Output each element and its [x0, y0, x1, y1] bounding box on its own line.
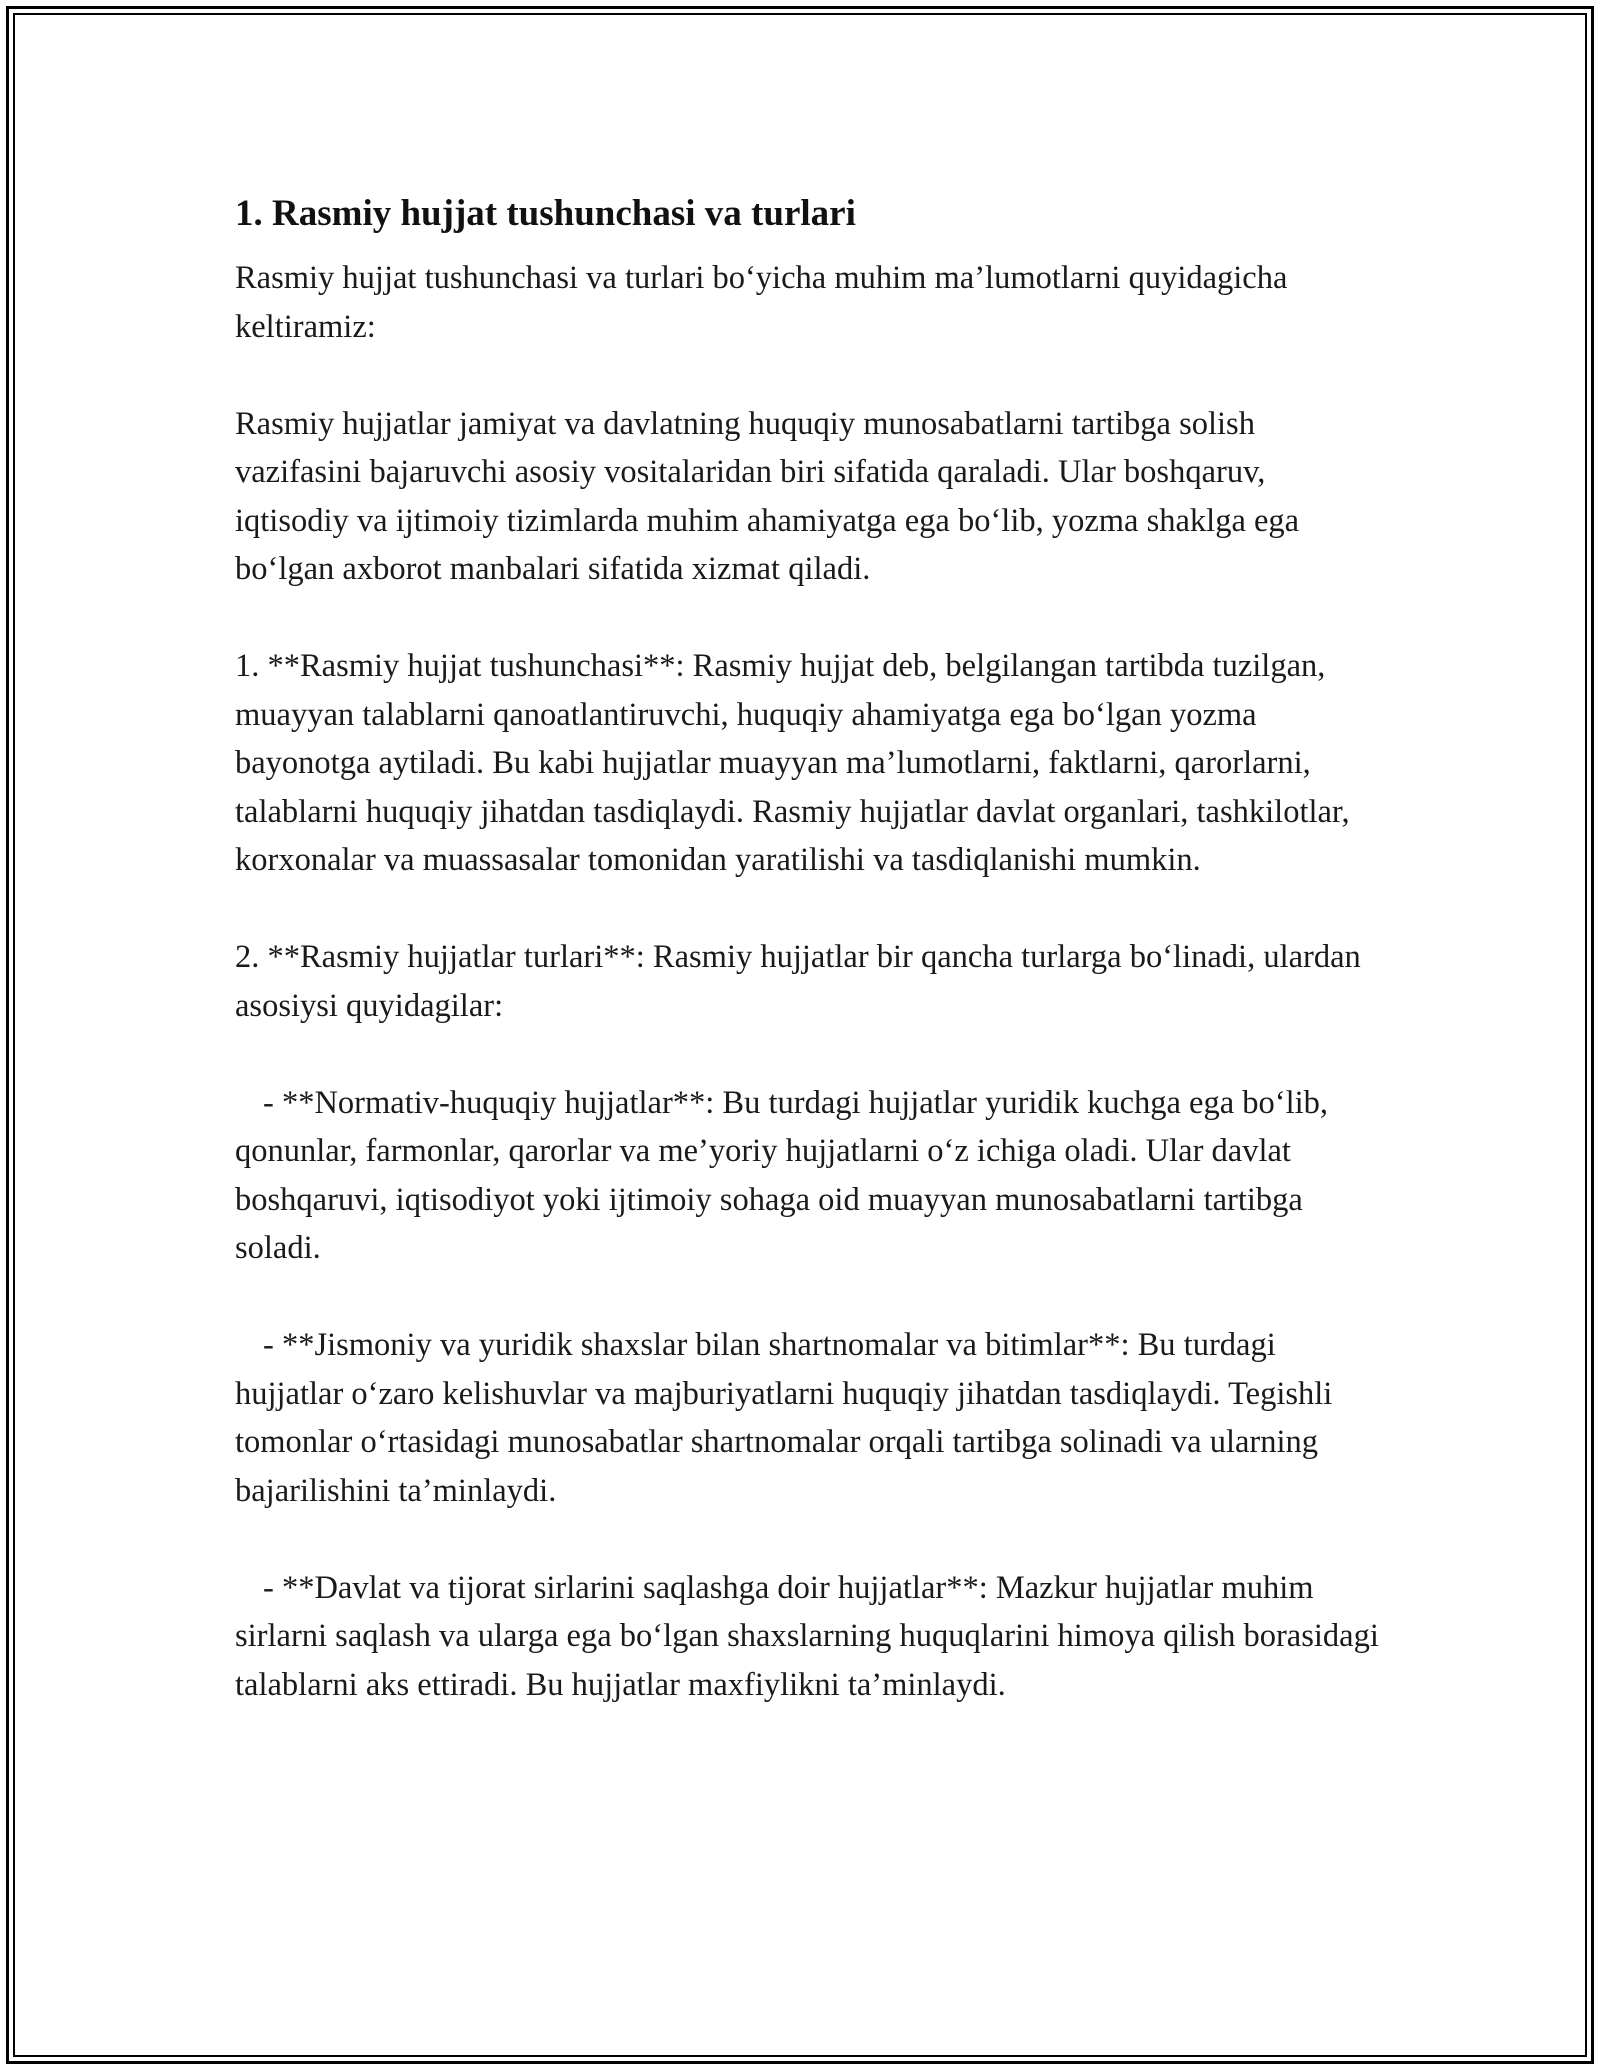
list-item-secrets: - **Davlat va tijorat sirlarini saqlashga doir hujjatlar**: Mazkur hujjatlar muhim sirlarni saqlash va ularga ega bo‘lgan shaxslarning huquqlarini himoya qilish borasidagi talablarni aks ettiradi. Bu hujjatlar maxfiylikni ta’minlaydi. [235, 1569, 1387, 1703]
concept-paragraph: 1. **Rasmiy hujjat tushunchasi**: Rasmiy hujjat deb, belgilangan tartibda tuzilgan, muayyan talablarni qanoatlantiruvchi, huquqiy ahamiyatga ega bo‘lgan yozma bayonotga aytiladi. Bu kabi hujjatlar muayyan ma’lumotlarni, faktlarni, qarorlarni, talablarni huquqiy jihatdan tasdiqlaydi. Rasmiy hujjatlar davlat organlari, tashkilotlar, korxonalar va muassasalar tomonidan yaratilishi va tasdiqlanishi mumkin. [235, 648, 1358, 878]
overview-paragraph: Rasmiy hujjatlar jamiyat va davlatning huquqiy munosabatlarni tartibga solish vazifasini bajaruvchi asosiy vositalaridan biri sifatida qaraladi. Ular boshqaruv, iqtisodiy va ijtimoiy tizimlarda muhim ahamiyatga ega bo‘lib, yozma shaklga ega bo‘lgan axborot manbalari sifatida xizmat qiladi. [235, 405, 1308, 587]
list-item-normative: - **Normativ-huquqiy hujjatlar**: Bu turdagi hujjatlar yuridik kuchga ega bo‘lib, qonunlar, farmonlar, qarorlar va me’yoriy hujjatlarni o‘z ichiga oladi. Ular davlat boshqaruvi, iqtisodiyot yoki ijtimoiy sohaga oid muayyan munosabatlarni tartibga soladi. [235, 1084, 1337, 1266]
types-paragraph: 2. **Rasmiy hujjatlar turlari**: Rasmiy hujjatlar bir qancha turlarga bo‘linadi, ulardan asosiysi quyidagilar: [235, 939, 1369, 1024]
intro-paragraph: Rasmiy hujjat tushunchasi va turlari bo‘yicha muhim ma’lumotlarni quyidagicha keltiramiz: [235, 260, 1296, 345]
list-item-contracts: - **Jismoniy va yuridik shaxslar bilan shartnomalar va bitimlar**: Bu turdagi hujjatlar o‘zaro kelishuvlar va majburiyatlarni huquqiy jihatdan tasdiqlaydi. Tegishli tomonlar o‘rtasidagi munosabatlar shartnomalar orqali tartibga solinadi va ularning bajarilishini ta’minlaydi. [235, 1327, 1341, 1509]
section-heading: 1. Rasmiy hujjat tushunchasi va turlari [235, 193, 856, 234]
document-body [235, 188, 1385, 1758]
